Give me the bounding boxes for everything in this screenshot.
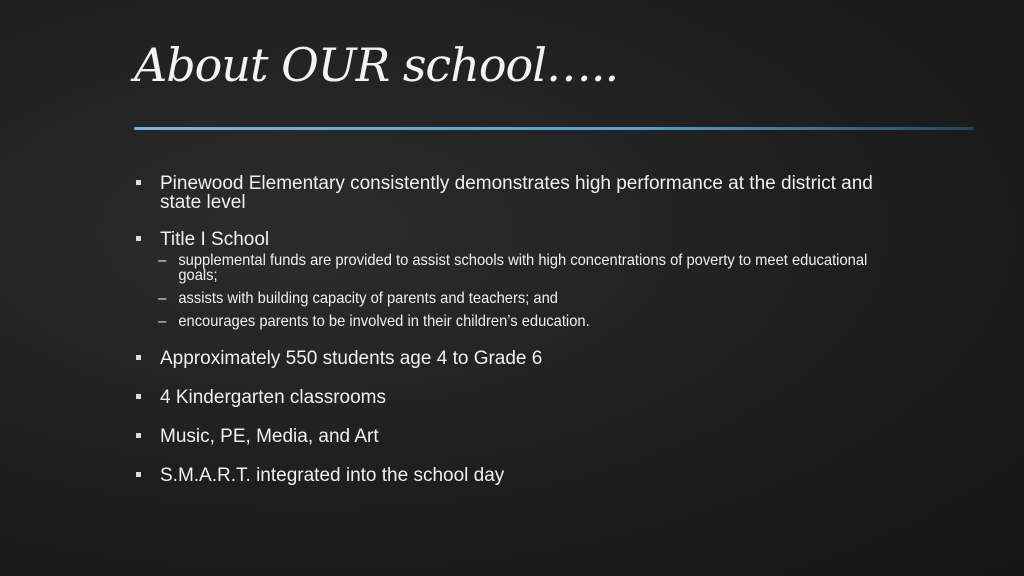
bullet-marker bbox=[136, 472, 141, 477]
bullet-marker bbox=[136, 180, 141, 185]
slide-title: About OUR school….. bbox=[134, 38, 619, 92]
bullet-item bbox=[136, 427, 896, 446]
bullet-marker bbox=[136, 236, 141, 241]
sub-bullet-item bbox=[136, 253, 896, 283]
dash-marker: – bbox=[158, 252, 167, 269]
slide-content bbox=[136, 174, 896, 503]
bullet-item bbox=[136, 230, 896, 249]
bullet-item bbox=[136, 388, 896, 407]
bullet-item bbox=[136, 174, 896, 212]
title-underline bbox=[134, 127, 974, 130]
bullet-text: Approximately 550 students age 4 to Grade 6 bbox=[160, 348, 543, 369]
sub-bullet-item bbox=[136, 291, 896, 306]
bullet-item bbox=[136, 349, 896, 368]
sub-bullet-text: supplemental funds are provided to assist schools with high concentrations of poverty to meet educational goals; bbox=[178, 252, 868, 284]
bullet-text: S.M.A.R.T. integrated into the school day bbox=[160, 465, 505, 486]
sub-bullet-text: assists with building capacity of parents and teachers; and bbox=[178, 290, 558, 307]
bullet-marker bbox=[136, 394, 141, 399]
bullet-text: 4 Kindergarten classrooms bbox=[160, 387, 386, 408]
bullet-text: Music, PE, Media, and Art bbox=[160, 426, 379, 447]
sub-bullet-item bbox=[136, 314, 896, 329]
dash-marker: – bbox=[158, 313, 167, 330]
sub-bullet-list bbox=[136, 253, 896, 329]
bullet-marker bbox=[136, 355, 141, 360]
sub-bullet-text: encourages parents to be involved in their children’s education. bbox=[178, 313, 590, 330]
bullet-text: Title I School bbox=[160, 229, 270, 250]
bullet-item bbox=[136, 466, 896, 485]
dash-marker: – bbox=[158, 290, 167, 307]
bullet-marker bbox=[136, 433, 141, 438]
bullet-text: Pinewood Elementary consistently demonstrates high performance at the district and state level bbox=[160, 173, 873, 213]
